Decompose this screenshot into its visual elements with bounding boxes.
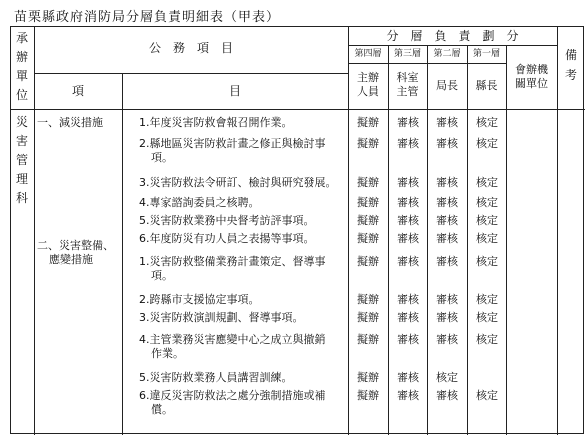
task-item [139,255,326,283]
document-title: 苗栗縣政府消防局分層負責明細表（甲表） [14,10,281,25]
task-text-line: 6.違反災害防救法之處分強制措施或補 [139,389,326,402]
responsibility-l3: 審核 [397,176,419,189]
task-item [139,214,315,228]
task-item [139,371,293,385]
task-item [139,196,260,210]
responsibility-l3: 審核 [397,311,419,324]
item-category-2: 二、災害整備、 應變措施 [37,239,114,266]
task-item [139,389,326,417]
level3-header: 第三層 [393,49,421,59]
unit-column-header: 承 辦 單 位 [15,31,28,102]
responsibility-l4: 擬辦 [357,255,379,268]
responsibility-l2: 審核 [436,176,458,189]
task-item [139,333,326,361]
responsibility-l2: 審核 [436,293,458,306]
task-item [139,116,293,130]
task-item [139,232,315,246]
responsibility-l1: 核定 [476,232,498,245]
responsibility-l2: 審核 [436,389,458,402]
level1-header: 第一層 [472,49,500,59]
responsibility-l3: 審核 [397,333,419,346]
responsibility-l3: 審核 [397,371,419,384]
responsibility-l1: 核定 [476,176,498,189]
responsibility-l1: 核定 [476,293,498,306]
responsibility-l3: 審核 [397,196,419,209]
responsibility-l4: 擬辦 [357,214,379,227]
responsibility-l2: 審核 [436,311,458,324]
item-category-1: 一、減災措施 [37,116,103,129]
task-item [139,293,260,307]
level4-header: 第四層 [354,49,382,59]
task-text-line: 5.災害防救業務人員講習訓練。 [139,371,293,384]
item-column-header: 項 [71,84,84,98]
responsibility-l4: 擬辦 [357,137,379,150]
responsibility-l4: 擬辦 [357,196,379,209]
responsibility-l2: 審核 [436,255,458,268]
task-text-line: 作業。 [151,347,184,360]
task-text-line: 1.年度災害防救會報召開作業。 [139,116,293,129]
responsibility-l4: 擬辦 [357,293,379,306]
responsibility-l3: 審核 [397,214,419,227]
responsibility-l1: 核定 [476,196,498,209]
responsibility-l3: 審核 [397,137,419,150]
responsibility-l1: 核定 [476,333,498,346]
responsibility-l1: 核定 [476,116,498,129]
responsibility-l4: 擬辦 [357,389,379,402]
task-text-line: 6.年度防災有功人員之表揚等事項。 [139,232,315,245]
unit-name: 災 害 管 理 科 [15,115,28,205]
task-text-line: 3.災害防救演訓規劃、督導事項。 [139,311,304,324]
responsibility-l2: 審核 [436,137,458,150]
responsibility-l3: 審核 [397,232,419,245]
task-item [139,137,326,165]
responsibility-l1: 核定 [476,214,498,227]
responsibility-l3: 審核 [397,255,419,268]
task-text-line: 5.災害防救業務中央督考訪評事項。 [139,214,315,227]
task-text-line: 3.災害防救法令研訂、檢討與研究發展。 [139,176,337,189]
responsibility-l2: 審核 [436,116,458,129]
task-text-line: 2.跨縣市支援協定事項。 [139,293,260,306]
task-text-line: 1.災害防救整備業務計畫策定、督導事 [139,255,326,268]
level3-role: 科室 主管 [396,71,419,98]
task-text-line: 償。 [151,403,173,416]
level2-header: 第二層 [433,49,461,59]
responsibility-l3: 審核 [397,116,419,129]
task-text-line: 2.縣地區災害防救計畫之修正與檢討事 [139,137,326,150]
affairs-header: 公 務 項 目 [148,41,233,55]
responsibility-l2: 審核 [436,214,458,227]
responsibility-l2: 審核 [436,232,458,245]
task-text-line: 項。 [151,151,173,164]
level1-role: 縣長 [475,79,498,92]
level4-role: 主辦 人員 [357,71,379,98]
task-item [139,176,337,190]
responsibility-l1: 核定 [476,389,498,402]
co-org-header: 會辦機 關單位 [515,63,548,90]
responsibility-l3: 審核 [397,389,419,402]
responsibility-l4: 擬辦 [357,371,379,384]
task-text-line: 4.專家諮詢委員之核聘。 [139,196,260,209]
task-item [139,311,304,325]
remarks-header: 備 考 [564,48,577,82]
responsibility-l4: 擬辦 [357,333,379,346]
responsibility-l4: 擬辦 [357,116,379,129]
task-text-line: 4.主管業務災害應變中心之成立與撤銷 [139,333,326,346]
responsibility-l2: 審核 [436,333,458,346]
responsibility-l4: 擬辦 [357,311,379,324]
level2-role: 局長 [436,79,458,92]
detail-column-header: 目 [228,84,241,98]
responsibility-l1: 核定 [476,311,498,324]
responsibility-l1: 核定 [476,137,498,150]
division-header: 分 層 負 責 劃 分 [386,29,519,43]
responsibility-l4: 擬辦 [357,232,379,245]
responsibility-l1: 核定 [476,255,498,268]
responsibility-l2: 審核 [436,196,458,209]
responsibility-l3: 審核 [397,293,419,306]
responsibility-l2: 核定 [436,371,458,384]
task-text-line: 項。 [151,269,173,282]
responsibility-l4: 擬辦 [357,176,379,189]
responsibility-table [10,26,584,434]
